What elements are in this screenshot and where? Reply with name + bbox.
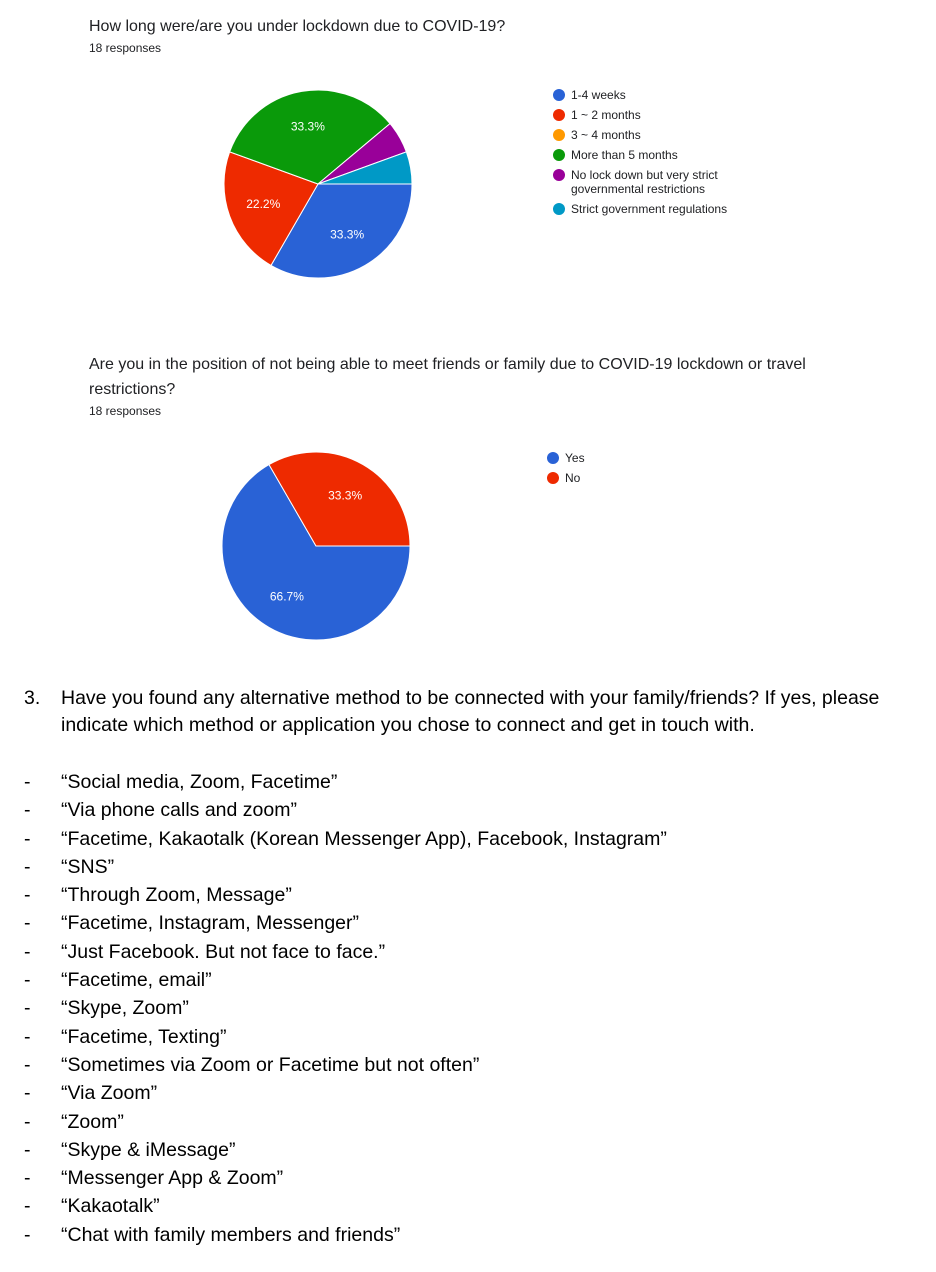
list-bullet: - xyxy=(24,771,31,793)
list-bullet: - xyxy=(24,1223,31,1246)
legend-label: No xyxy=(565,471,581,485)
pie-slice-label: 33.3% xyxy=(290,119,325,134)
answer-text: “Sometimes via Zoom or Facetime but not often” xyxy=(61,1053,480,1076)
list-item xyxy=(24,1079,904,1107)
list-bullet: - xyxy=(24,1110,31,1133)
legend-dot-icon xyxy=(547,472,559,484)
list-bullet: - xyxy=(24,855,31,878)
answer-text: “Chat with family members and friends” xyxy=(61,1223,401,1246)
answer-text: “Social media, Zoom, Facetime” xyxy=(61,771,338,793)
list-item xyxy=(24,825,904,853)
chart-response-count: 18 responses xyxy=(89,404,162,418)
list-bullet: - xyxy=(24,969,31,992)
answer-text: “Facetime, Texting” xyxy=(61,1025,227,1048)
list-item xyxy=(24,881,904,909)
list-item xyxy=(24,1192,904,1220)
list-bullet: - xyxy=(24,1195,31,1218)
list-item xyxy=(24,1051,904,1079)
pie-slice-label: 33.3% xyxy=(330,227,365,242)
list-bullet: - xyxy=(24,827,31,850)
question-text: Have you found any alternative method to be connected with your family/friends? If yes, please indicate which method or application you chose to connect and get in touch with. xyxy=(61,687,880,736)
list-bullet: - xyxy=(24,1053,31,1076)
list-item xyxy=(24,1108,904,1136)
list-item xyxy=(24,1221,904,1249)
list-bullet: - xyxy=(24,940,31,963)
legend-item-yes xyxy=(547,451,745,465)
question-number: 3. xyxy=(24,687,41,709)
pie-chart xyxy=(216,446,416,646)
list-bullet: - xyxy=(24,799,31,822)
answer-text: “Skype, Zoom” xyxy=(61,997,189,1020)
list-item xyxy=(24,853,904,881)
legend-label: More than 5 months xyxy=(571,148,678,162)
pie-slice-label: 22.2% xyxy=(246,196,281,211)
list-item xyxy=(24,994,904,1022)
question-3 xyxy=(24,685,924,745)
answer-text: “Just Facebook. But not face to face.” xyxy=(61,940,386,963)
answer-text: “Kakaotalk” xyxy=(61,1195,160,1218)
answer-text: “Messenger App & Zoom” xyxy=(61,1167,284,1190)
legend-label: No lock down but very strict governmental restrictions xyxy=(571,168,718,196)
list-bullet: - xyxy=(24,912,31,935)
pie-slice-label: 66.7% xyxy=(269,589,304,604)
chart-title: How long were/are you under lockdown due to COVID-19? xyxy=(89,18,506,35)
answer-text: “Facetime, email” xyxy=(61,969,212,992)
answer-list xyxy=(24,768,904,1249)
list-item xyxy=(24,796,904,824)
legend-label: 3 ~ 4 months xyxy=(571,128,641,142)
legend-label: 1-4 weeks xyxy=(571,88,626,102)
list-item xyxy=(24,909,904,937)
chart-response-count: 18 responses xyxy=(89,41,162,55)
pie-slice-label: 33.3% xyxy=(328,488,363,503)
legend-label: Yes xyxy=(565,451,585,465)
answer-text: “Zoom” xyxy=(61,1110,124,1133)
list-item xyxy=(24,938,904,966)
answer-text: “SNS” xyxy=(61,855,115,878)
list-bullet: - xyxy=(24,1138,31,1161)
answer-text: “Facetime, Instagram, Messenger” xyxy=(61,912,360,935)
legend-item-no xyxy=(547,471,745,485)
list-item xyxy=(24,768,904,796)
list-bullet: - xyxy=(24,1025,31,1048)
legend-dot-icon xyxy=(547,452,559,464)
legend-label: 1 ~ 2 months xyxy=(571,108,641,122)
legend-label: Strict government regulations xyxy=(571,202,728,216)
list-item xyxy=(24,1164,904,1192)
list-item xyxy=(24,1023,904,1051)
chart-legend xyxy=(547,451,745,491)
answer-text: “Via Zoom” xyxy=(61,1082,158,1105)
answer-text: “Via phone calls and zoom” xyxy=(61,799,297,822)
answer-text: “Facetime, Kakaotalk (Korean Messenger App), Facebook, Instagram” xyxy=(61,827,667,850)
answer-text: “Through Zoom, Message” xyxy=(61,884,292,907)
list-bullet: - xyxy=(24,1167,31,1190)
list-bullet: - xyxy=(24,1082,31,1105)
chart-title: Are you in the position of not being able to meet friends or family due to COVID-19 lockdown or travel restrictions? xyxy=(89,356,806,398)
list-item xyxy=(24,1136,904,1164)
answer-text: “Skype & iMessage” xyxy=(61,1138,236,1161)
list-item xyxy=(24,966,904,994)
list-bullet: - xyxy=(24,997,31,1020)
list-bullet: - xyxy=(24,884,31,907)
